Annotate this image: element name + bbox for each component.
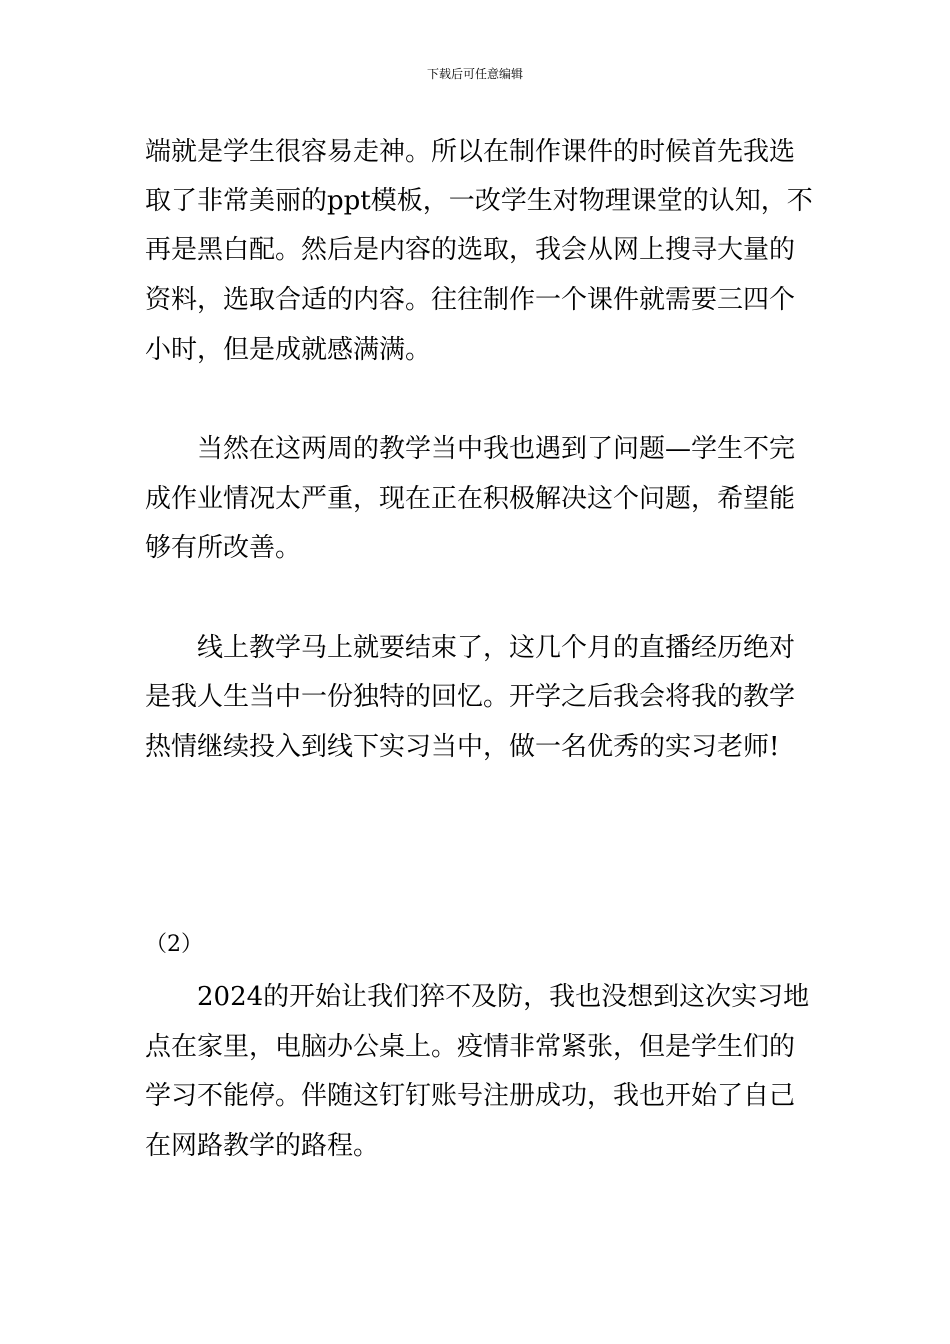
paragraph-line: 当然在这两周的教学当中我也遇到了问题—学生不完 xyxy=(197,434,796,464)
paragraph-line: 再是黑白配。然后是内容的选取，我会从网上搜寻大量的 xyxy=(145,235,796,265)
paragraph-line: 学习不能停。伴随这钉钉账号注册成功，我也开始了自己 xyxy=(145,1081,796,1111)
paragraph-line: 在网路教学的路程。 xyxy=(145,1131,380,1161)
paragraph-line: 2024的开始让我们猝不及防，我也没想到这次实习地 xyxy=(197,982,810,1012)
paragraph-line: 是我人生当中一份独特的回忆。开学之后我会将我的教学 xyxy=(145,682,796,712)
paragraph-line: 够有所改善。 xyxy=(145,533,302,563)
paragraph-line: 点在家里，电脑办公桌上。疫情非常紧张，但是学生们的 xyxy=(145,1032,796,1062)
paragraph-line: 线上教学马上就要结束了，这几个月的直播经历绝对 xyxy=(197,633,796,663)
paragraph-line: 热情继续投入到线下实习当中，做一名优秀的实习老师! xyxy=(145,732,780,762)
section-label: （2） xyxy=(145,932,203,957)
paragraph-line: 端就是学生很容易走神。所以在制作课件的时候首先我选 xyxy=(145,137,796,167)
paragraph-line: 取了非常美丽的ppt模板，一改学生对物理课堂的认知，不 xyxy=(145,186,813,216)
paragraph-line: 小时，但是成就感满满。 xyxy=(145,335,432,365)
paragraph-line: 资料，选取合适的内容。往往制作一个课件就需要三四个 xyxy=(145,285,796,315)
paragraph-line: 成作业情况太严重，现在正在积极解决这个问题，希望能 xyxy=(145,484,796,514)
page-header: 下载后可任意编辑 xyxy=(426,67,523,81)
